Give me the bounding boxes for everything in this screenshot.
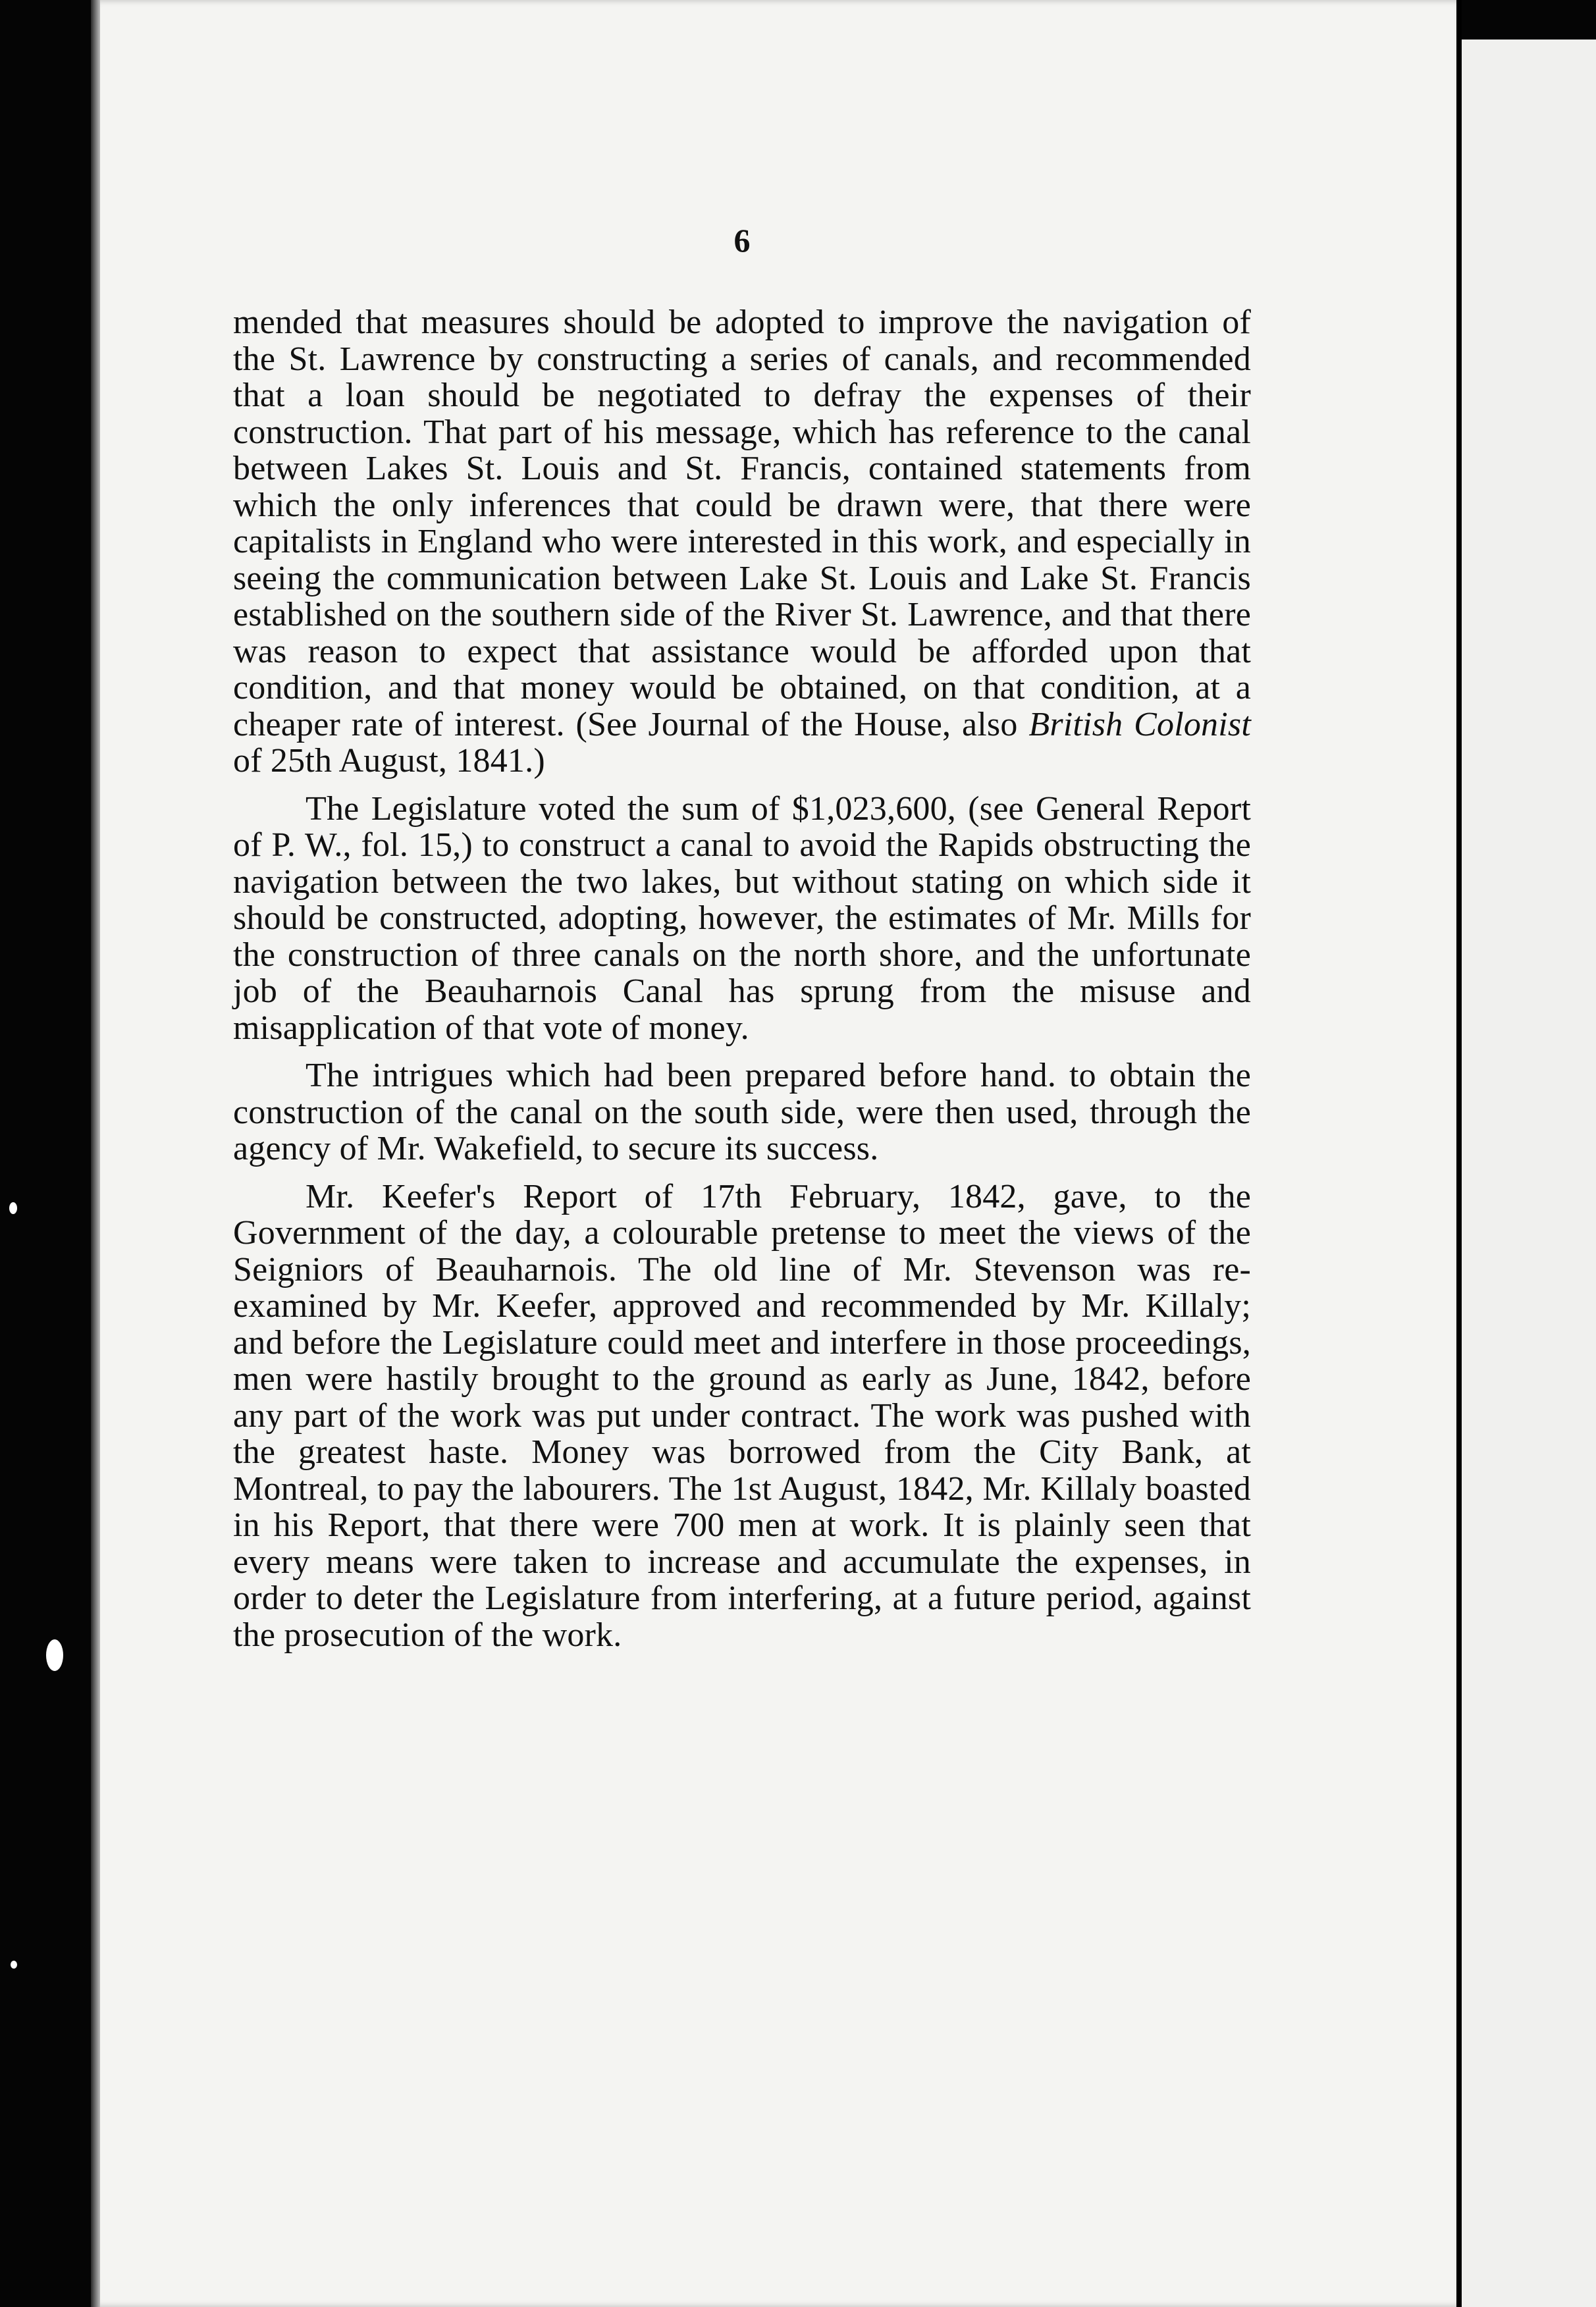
paragraph-text: mended that measures should be adopted to improve the navigation of the St. Lawrence by constructing a series of canals, and recommended that a loan should be negotiated to defray the expenses of their construction. That part of his message, which has reference to the canal between Lakes St. Louis and St. Francis, contained statements from which the only inferences that could be drawn were, that there were capitalists in England who were interested in this work, and especially in seeing the communication between Lake St. Louis and Lake St. Francis established on the southern side of the River St. Lawrence, and that there was reason to expect that assistance would be afforded upon that condition, and that money would be obtained, on that condition, at a cheaper rate of interest. (See Journal of the House, also — [233, 304, 1251, 743]
adjacent-page-edge — [1462, 40, 1596, 2307]
scan-speck — [46, 1639, 63, 1671]
page-gutter — [1456, 0, 1462, 2307]
paragraph: The Legislature voted the sum of $1,023,600, (see General Report of P. W., fol. 15,) to construct a canal to avoid the Rapids obstructing the navigation between the two lakes, but without stating on which side it should be constructed, adopting, however, the estimates of Mr. Mills for the construction of three canals on the north shore, and the unfortunate job of the Beauharnois Canal has sprung from the misuse and misapplication of that vote of money. — [233, 789, 1251, 1047]
scan-speck — [9, 1202, 17, 1214]
paragraph: Mr. Keefer's Report of 17th February, 1842, gave, to the Government of the day, a colourable pretense to meet the views of the Seigniors of Beauharnois. The old line of Mr. Stevenson was re-examined by Mr. Keefer, approved and recommended by Mr. Killaly; and before the Legislature could meet and interfere in those proceedings, men were hastily brought to the ground as early as June, 1842, before any part of the work was put under contract. The work was pushed with the greatest haste. Money was borrowed from the City Bank, at Montreal, to pay the labourers. The 1st August, 1842, Mr. Killaly boasted in his Report, that there were 700 men at work. It is plainly seen that every means were taken to increase and accumulate the expenses, in order to deter the Legislature from interfering, at a future period, against the prosecution of the work. — [233, 1177, 1251, 1654]
paragraph: The intrigues which had been prepared before hand. to obtain the construction of the canal on the south side, were then used, through the agency of Mr. Wakefield, to secure its success. — [233, 1057, 1251, 1167]
publication-title: British Colonist — [1028, 705, 1251, 743]
paragraph-text: of 25th August, 1841.) — [233, 742, 545, 780]
page-edge-shadow — [91, 0, 100, 2307]
paragraph — [233, 304, 1251, 780]
page-number: 6 — [733, 222, 751, 259]
scan-speck — [11, 1961, 17, 1969]
text-block — [233, 204, 1251, 1653]
